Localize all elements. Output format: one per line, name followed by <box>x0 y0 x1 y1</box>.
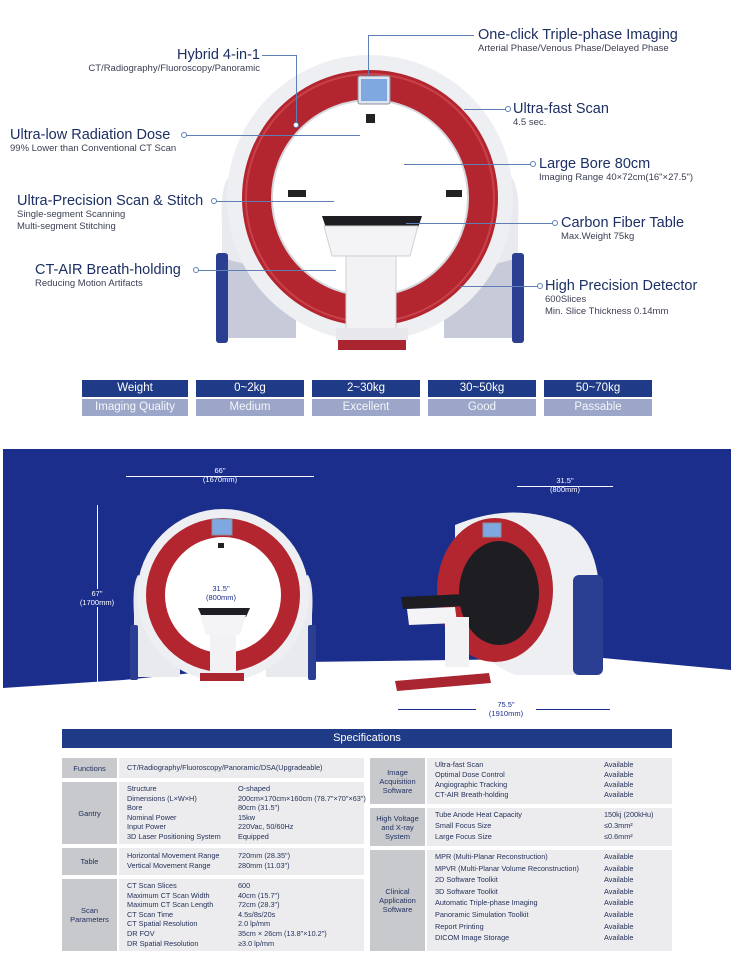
feature-title: CT-AIR Breath-holding <box>35 262 181 278</box>
spec-key: CT Scan Slices <box>127 881 177 890</box>
spec-value: 72cm (28.3") <box>238 900 280 910</box>
feature-title: Ultra-low Radiation Dose <box>10 127 171 143</box>
spec-value: 15kw <box>238 812 256 822</box>
spec-key: Bore <box>127 803 143 813</box>
spec-key: Panoramic Simulation Toolkit <box>435 910 529 919</box>
spec-label-gantry <box>62 782 117 844</box>
feature-subtitle: Single-segment Scanning <box>17 209 126 220</box>
spec-key: 3D Laser Positioning System <box>127 832 221 841</box>
leader-line <box>296 55 297 125</box>
spec-label-text: and X-ray <box>381 822 414 832</box>
dimension-inches: 31.5" <box>212 584 230 593</box>
weight-header-cell: 30~50kg <box>428 380 536 397</box>
spec-value: ≤0.6mm² <box>604 832 633 841</box>
feature-hybrid <box>40 47 260 75</box>
spec-key: Maximum CT Scan Length <box>127 900 214 910</box>
spec-label-text: Scan <box>80 906 99 915</box>
dimension-label-height <box>74 589 120 607</box>
feature-title: One-click Triple-phase Imaging <box>478 27 678 43</box>
spec-key: MPR (Multi-Planar Reconstruction) <box>435 852 548 861</box>
spec-key: Optimal Dose Control <box>435 770 505 779</box>
spec-key: Nominal Power <box>127 812 177 822</box>
feature-subtitle: 4.5 sec. <box>513 117 547 128</box>
spec-key: Angiographic Tracking <box>435 780 508 789</box>
feature-subtitle: Max.Weight 75kg <box>561 231 635 242</box>
spec-key: Input Power <box>127 822 166 832</box>
spec-value: Available <box>604 770 634 779</box>
ct-scanner-front-illustration <box>200 48 540 358</box>
specifications-title: Specifications <box>62 729 672 748</box>
feature-title: Ultra-Precision Scan & Stitch <box>17 193 204 209</box>
spec-value: 150kj (200kHu) <box>604 810 654 819</box>
leader-dot <box>530 161 536 167</box>
spec-label-text: Software <box>382 785 413 795</box>
feature-triple <box>478 27 678 55</box>
ct-scanner-side-view <box>395 505 615 695</box>
spec-label-text: Acquisition <box>379 776 416 786</box>
leader-dot <box>193 267 199 273</box>
spec-value: Available <box>604 863 634 873</box>
spec-value: Available <box>604 760 634 769</box>
dimension-mm: (1910mm) <box>488 709 524 718</box>
spec-key: CT-AIR Breath-holding <box>435 790 509 799</box>
leader-line <box>214 201 334 202</box>
leader-line <box>368 35 369 75</box>
dimension-label-length <box>476 700 536 718</box>
spec-value: 35cm × 26cm (13.8"×10.2") <box>238 929 327 938</box>
feature-subtitle: Reducing Motion Artifacts <box>35 278 143 289</box>
leader-line <box>404 164 532 165</box>
spec-label-text: Application <box>379 896 416 905</box>
dimension-mm: (1700mm) <box>79 598 115 607</box>
spec-value: 280mm (11.03") <box>238 861 290 870</box>
spec-label-hv <box>370 808 425 846</box>
feature-title: High Precision Detector <box>545 278 698 294</box>
spec-label-text: Functions <box>73 763 106 773</box>
dimension-inches: 67" <box>91 589 103 598</box>
feature-subtitle: CT/Radiography/Fluoroscopy/Panoramic <box>88 63 260 74</box>
spec-label-clinical <box>370 850 425 951</box>
spec-key: Vertical Movement Range <box>127 861 211 870</box>
leader-dot <box>211 198 217 204</box>
spec-label-functions <box>62 758 117 778</box>
spec-key: 2D Software Toolkit <box>435 875 498 885</box>
spec-value: Available <box>604 780 634 789</box>
spec-key: MPVR (Multi-Planar Volume Reconstruction) <box>435 863 579 873</box>
feature-subtitle: Multi-segment Stitching <box>17 221 116 232</box>
dimension-inches: 31.5" <box>556 476 574 485</box>
spec-key: Automatic Triple-phase Imaging <box>435 898 538 908</box>
leader-dot <box>552 220 558 226</box>
floor-shape <box>3 640 731 702</box>
spec-value: 200cm×170cm×160cm (78.7"×70"×63") <box>238 793 366 803</box>
dimension-label-bore-front <box>194 584 248 602</box>
feature-title: Carbon Fiber Table <box>561 215 685 231</box>
spec-key: DR FOV <box>127 929 155 938</box>
weight-header-cell: 2~30kg <box>312 380 420 397</box>
spec-label-text: Image <box>387 767 408 777</box>
spec-label-scan <box>62 879 117 951</box>
leader-line <box>196 270 336 271</box>
spec-label-text: Parameters <box>70 915 109 924</box>
spec-key: Horizontal Movement Range <box>127 851 220 860</box>
spec-value: Available <box>604 886 634 896</box>
spec-label-image-software <box>370 758 425 804</box>
spec-label-text: Table <box>80 857 99 866</box>
spec-value: Available <box>604 790 634 799</box>
dimension-inches: 66" <box>214 466 226 475</box>
weight-header-cell: 0~2kg <box>196 380 304 397</box>
spec-value: 220Vac, 50/60Hz <box>238 822 294 832</box>
weight-header-cell: 50~70kg <box>544 380 652 397</box>
weight-quality-cell: Excellent <box>312 399 420 416</box>
feature-title: Large Bore 80cm <box>539 156 651 172</box>
spec-key: Tube Anode Heat Capacity <box>435 810 522 819</box>
spec-key: Large Focus Size <box>435 832 492 841</box>
spec-value: 600 <box>238 881 251 890</box>
feature-subtitle: Imaging Range 40×72cm(16"×27.5") <box>539 172 694 183</box>
spec-key: Ultra-fast Scan <box>435 760 484 769</box>
feature-table <box>561 215 684 243</box>
spec-key: CT Spatial Resolution <box>127 919 198 929</box>
spec-value: Available <box>604 921 634 931</box>
dimension-mm: (1670mm) <box>202 475 238 484</box>
spec-value: ≤0.3mm² <box>604 821 633 830</box>
spec-key: DICOM Image Storage <box>435 933 510 943</box>
spec-label-text: Clinical <box>385 887 410 896</box>
feature-subtitle: 99% Lower than Conventional CT Scan <box>10 143 177 154</box>
leader-dot <box>181 132 187 138</box>
spec-value: Available <box>604 852 634 861</box>
spec-label-text: Gantry <box>78 808 101 818</box>
spec-key: 3D Software Toolkit <box>435 886 498 896</box>
spec-value: 40cm (15.7") <box>238 890 280 900</box>
spec-value: CT/Radiography/Fluoroscopy/Panoramic/DSA(Upgradeable) <box>127 763 323 772</box>
spec-label-table <box>62 848 117 875</box>
spec-key: Dimensions (L×W×H) <box>127 793 197 803</box>
dimension-mm: (800mm) <box>549 485 580 494</box>
feature-radiation <box>10 127 176 155</box>
spec-key: Maximum CT Scan Width <box>127 890 210 900</box>
spec-value: ≥3.0 lp/mm <box>238 938 275 948</box>
spec-key: Structure <box>127 784 157 793</box>
feature-title: Hybrid 4-in-1 <box>177 47 260 63</box>
spec-value: Available <box>604 910 634 919</box>
leader-dot <box>505 106 511 112</box>
leader-line <box>368 35 474 36</box>
weight-header-cell: Weight <box>82 380 188 397</box>
spec-label-text: Software <box>382 905 413 914</box>
feature-subtitle: 600Slices <box>545 294 587 305</box>
dimension-label-width <box>190 466 250 484</box>
feature-detector <box>545 278 697 318</box>
spec-value: O-shaped <box>238 784 271 793</box>
spec-value: 4.5s/8s/20s <box>238 909 276 919</box>
spec-value: Available <box>604 875 634 885</box>
leader-dot <box>293 122 299 128</box>
spec-label-text: High Voltage <box>376 813 419 823</box>
spec-key: Report Printing <box>435 921 484 931</box>
spec-value: 720mm (28.35") <box>238 851 291 860</box>
feature-stitch <box>17 193 203 233</box>
spec-value: Available <box>604 933 634 943</box>
spec-label-text: System <box>384 831 410 841</box>
leader-line <box>184 135 360 136</box>
feature-subtitle: Min. Slice Thickness 0.14mm <box>545 306 669 317</box>
weight-quality-cell: Passable <box>544 399 652 416</box>
spec-value: 80cm (31.5") <box>238 803 280 813</box>
leader-dot <box>537 283 543 289</box>
weight-quality-cell: Good <box>428 399 536 416</box>
feature-bore <box>539 156 693 184</box>
feature-subtitle: Arterial Phase/Venous Phase/Delayed Phase <box>478 43 669 54</box>
dimension-inches: 75.5" <box>497 700 515 709</box>
spec-key: Small Focus Size <box>435 821 492 830</box>
leader-line <box>262 55 296 56</box>
leader-line <box>406 223 554 224</box>
dimension-label-bore-side <box>535 476 595 494</box>
spec-key: DR Spatial Resolution <box>127 938 199 948</box>
spec-value: 2.0 lp/mm <box>238 919 271 929</box>
dimension-mm: (800mm) <box>205 593 236 602</box>
leader-line <box>464 109 508 110</box>
feature-fastscan <box>513 101 609 129</box>
weight-quality-cell: Medium <box>196 399 304 416</box>
feature-title: Ultra-fast Scan <box>513 101 609 117</box>
spec-value: Available <box>604 898 634 908</box>
weight-quality-cell: Imaging Quality <box>82 399 188 416</box>
feature-breath <box>35 262 181 290</box>
spec-value: Equipped <box>238 832 269 841</box>
spec-key: CT Scan Time <box>127 909 174 919</box>
leader-line <box>460 286 538 287</box>
